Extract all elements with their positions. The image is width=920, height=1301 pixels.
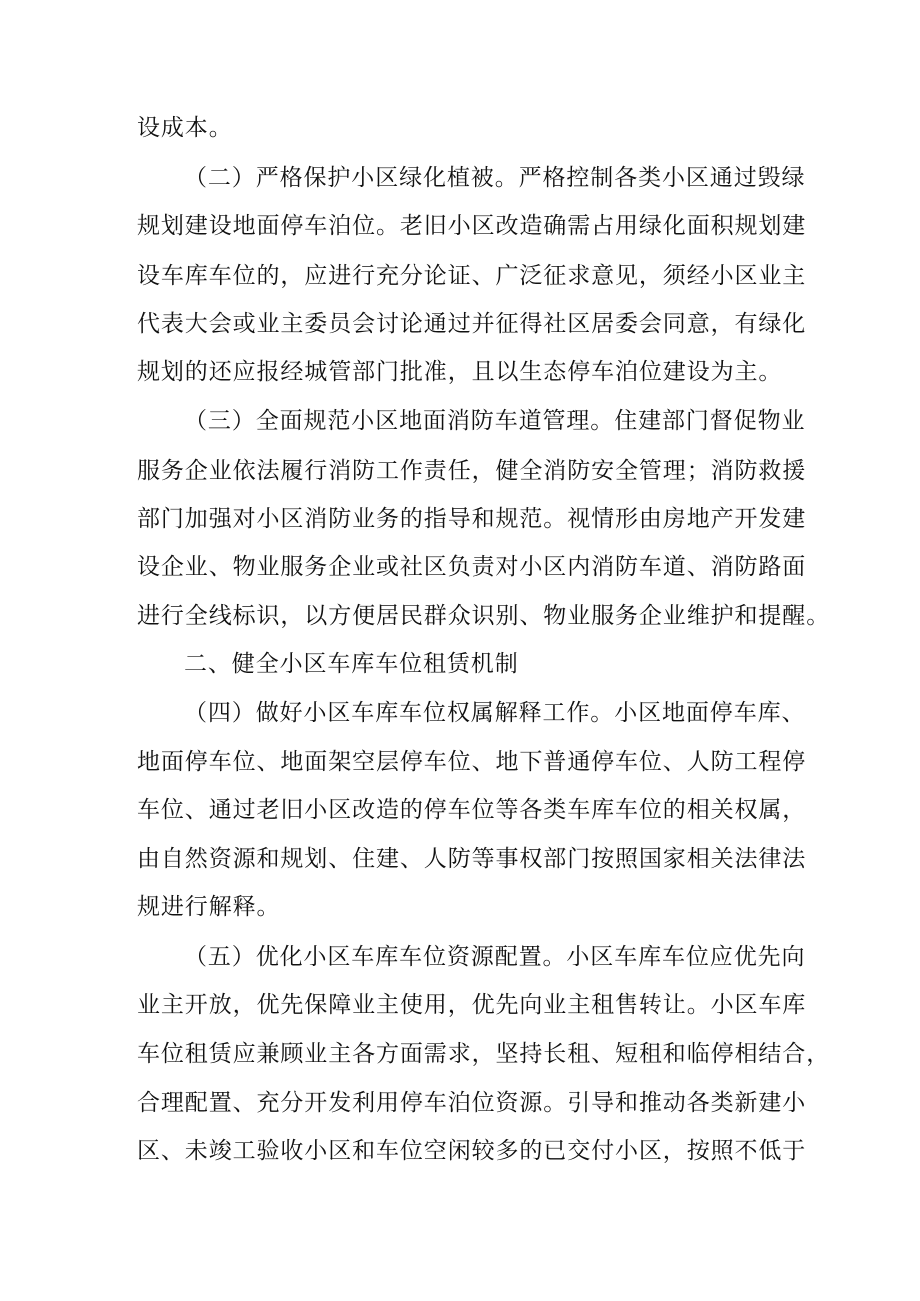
body-line: 部门加强对小区消防业务的指导和规范。视情形由房地产开发建 (137, 506, 807, 532)
body-line: 区、未竣工验收小区和车位空闲较多的已交付小区，按照不低于 (137, 1138, 807, 1164)
paragraph-heading-5: （五）优化小区车库车位资源配置。小区车库车位应优先向 (184, 944, 806, 970)
body-line: 业主开放，优先保障业主使用，优先向业主租售转让。小区车库 (137, 992, 807, 1018)
body-line: 车位租赁应兼顾业主各方面需求，坚持长租、短租和临停相结合， (137, 1041, 831, 1067)
body-line: 合理配置、充分开发利用停车泊位资源。引导和推动各类新建小 (137, 1090, 807, 1116)
section-heading: 二、健全小区车库车位租赁机制 (184, 651, 519, 677)
body-line: 代表大会或业主委员会讨论通过并征得社区居委会同意，有绿化 (137, 311, 807, 337)
body-line: 规进行解释。 (137, 894, 281, 920)
paragraph-heading-4: （四）做好小区车库车位权属解释工作。小区地面停车库、 (184, 700, 806, 726)
body-line: 车位、通过老旧小区改造的停车位等各类车库车位的相关权属， (137, 797, 807, 823)
body-line: 设企业、物业服务企业或社区负责对小区内消防车道、消防路面 (137, 554, 807, 580)
body-line: 设成本。 (137, 115, 233, 141)
body-line: 规划的还应报经城管部门批准，且以生态停车泊位建设为主。 (137, 359, 783, 385)
body-line: 服务企业依法履行消防工作责任，健全消防安全管理；消防救援 (137, 458, 807, 484)
paragraph-heading-3: （三）全面规范小区地面消防车道管理。住建部门督促物业 (184, 408, 806, 434)
body-line: 由自然资源和规划、住建、人防等事权部门按照国家相关法律法 (137, 846, 807, 872)
body-line: 进行全线标识，以方便居民群众识别、物业服务企业维护和提醒。 (137, 603, 831, 629)
body-line: 规划建设地面停车泊位。老旧小区改造确需占用绿化面积规划建 (137, 213, 807, 239)
body-line: 地面停车位、地面架空层停车位、地下普通停车位、人防工程停 (137, 749, 807, 775)
body-line: 设车库车位的，应进行充分论证、广泛征求意见，须经小区业主 (137, 263, 807, 289)
paragraph-heading-2: （二）严格保护小区绿化植被。严格控制各类小区通过毁绿 (184, 165, 806, 191)
